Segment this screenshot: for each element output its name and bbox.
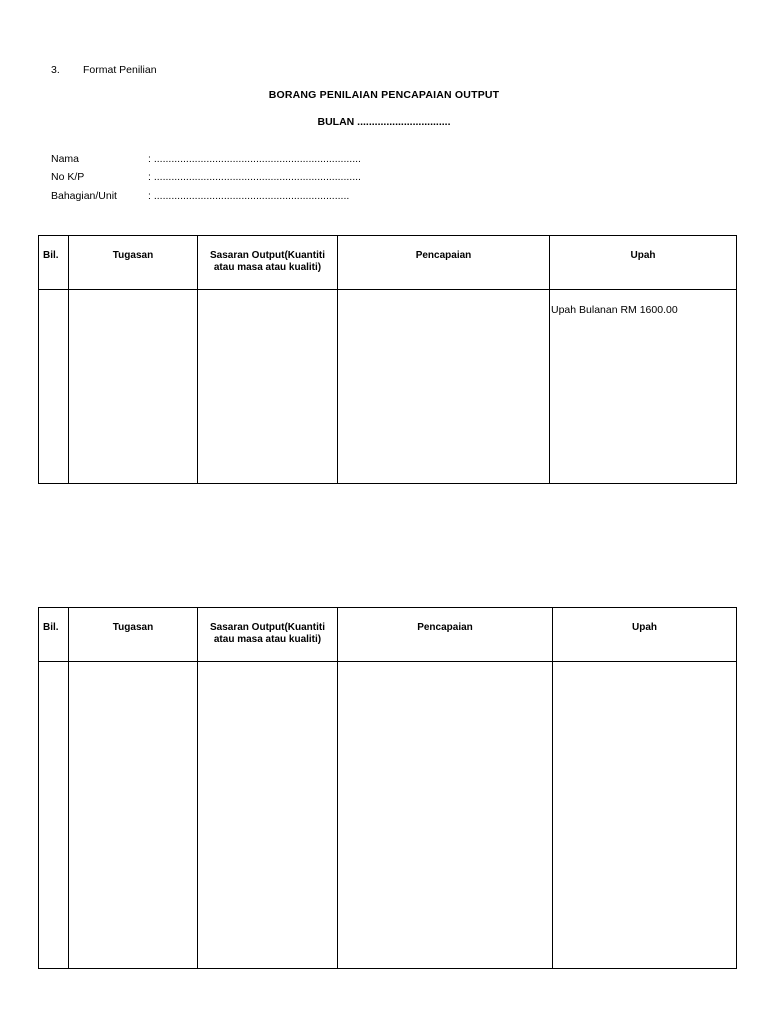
achievement-header: Pencapaian [338, 236, 550, 290]
month-field: BULAN ................................ [317, 116, 451, 128]
table-row [39, 662, 737, 969]
wage-header: Upah [553, 608, 737, 662]
bil-cell[interactable] [39, 662, 69, 969]
department-label: Bahagian/Unit [51, 190, 117, 202]
ic-number-field: : ....................................................................... [148, 171, 361, 183]
target-output-header [198, 236, 338, 290]
name-field: : ....................................................................... [148, 153, 361, 165]
target-header-line1: Sasaran Output(Kuantiti [209, 622, 325, 633]
section-number: 3. [51, 64, 60, 76]
department-field: : ................................................................... [148, 190, 350, 202]
bil-header: Bil. [39, 608, 69, 662]
header-row [39, 236, 737, 290]
bil-header: Bil. [39, 236, 69, 290]
header-row [39, 608, 737, 662]
task-header: Tugasan [69, 608, 198, 662]
bil-cell[interactable] [39, 290, 69, 484]
achievement-header: Pencapaian [338, 608, 553, 662]
wage-header: Upah [550, 236, 737, 290]
name-label: Nama [51, 153, 80, 165]
target-output-cell[interactable] [198, 662, 338, 969]
achievement-cell[interactable] [338, 290, 550, 484]
achievement-cell[interactable] [338, 662, 553, 969]
task-cell[interactable] [69, 290, 198, 484]
form-title: BORANG PENILAIAN PENCAPAIAN OUTPUT [268, 89, 500, 101]
wage-cell[interactable] [553, 662, 737, 969]
task-cell[interactable] [69, 662, 198, 969]
target-header-line1: Sasaran Output(Kuantiti [209, 250, 325, 261]
section-title: Format Penilian [83, 64, 157, 76]
assessment-table-1 [38, 235, 737, 484]
wage-cell[interactable]: Upah Bulanan RM 1600.00 [550, 290, 737, 484]
assessment-table-2 [38, 607, 737, 969]
target-output-cell[interactable] [198, 290, 338, 484]
table-row [39, 290, 737, 484]
ic-number-label: No K/P [51, 171, 85, 183]
target-header-line2: atau masa atau kualiti) [213, 262, 322, 273]
target-output-header [198, 608, 338, 662]
task-header: Tugasan [69, 236, 198, 290]
target-header-line2: atau masa atau kualiti) [213, 634, 322, 645]
